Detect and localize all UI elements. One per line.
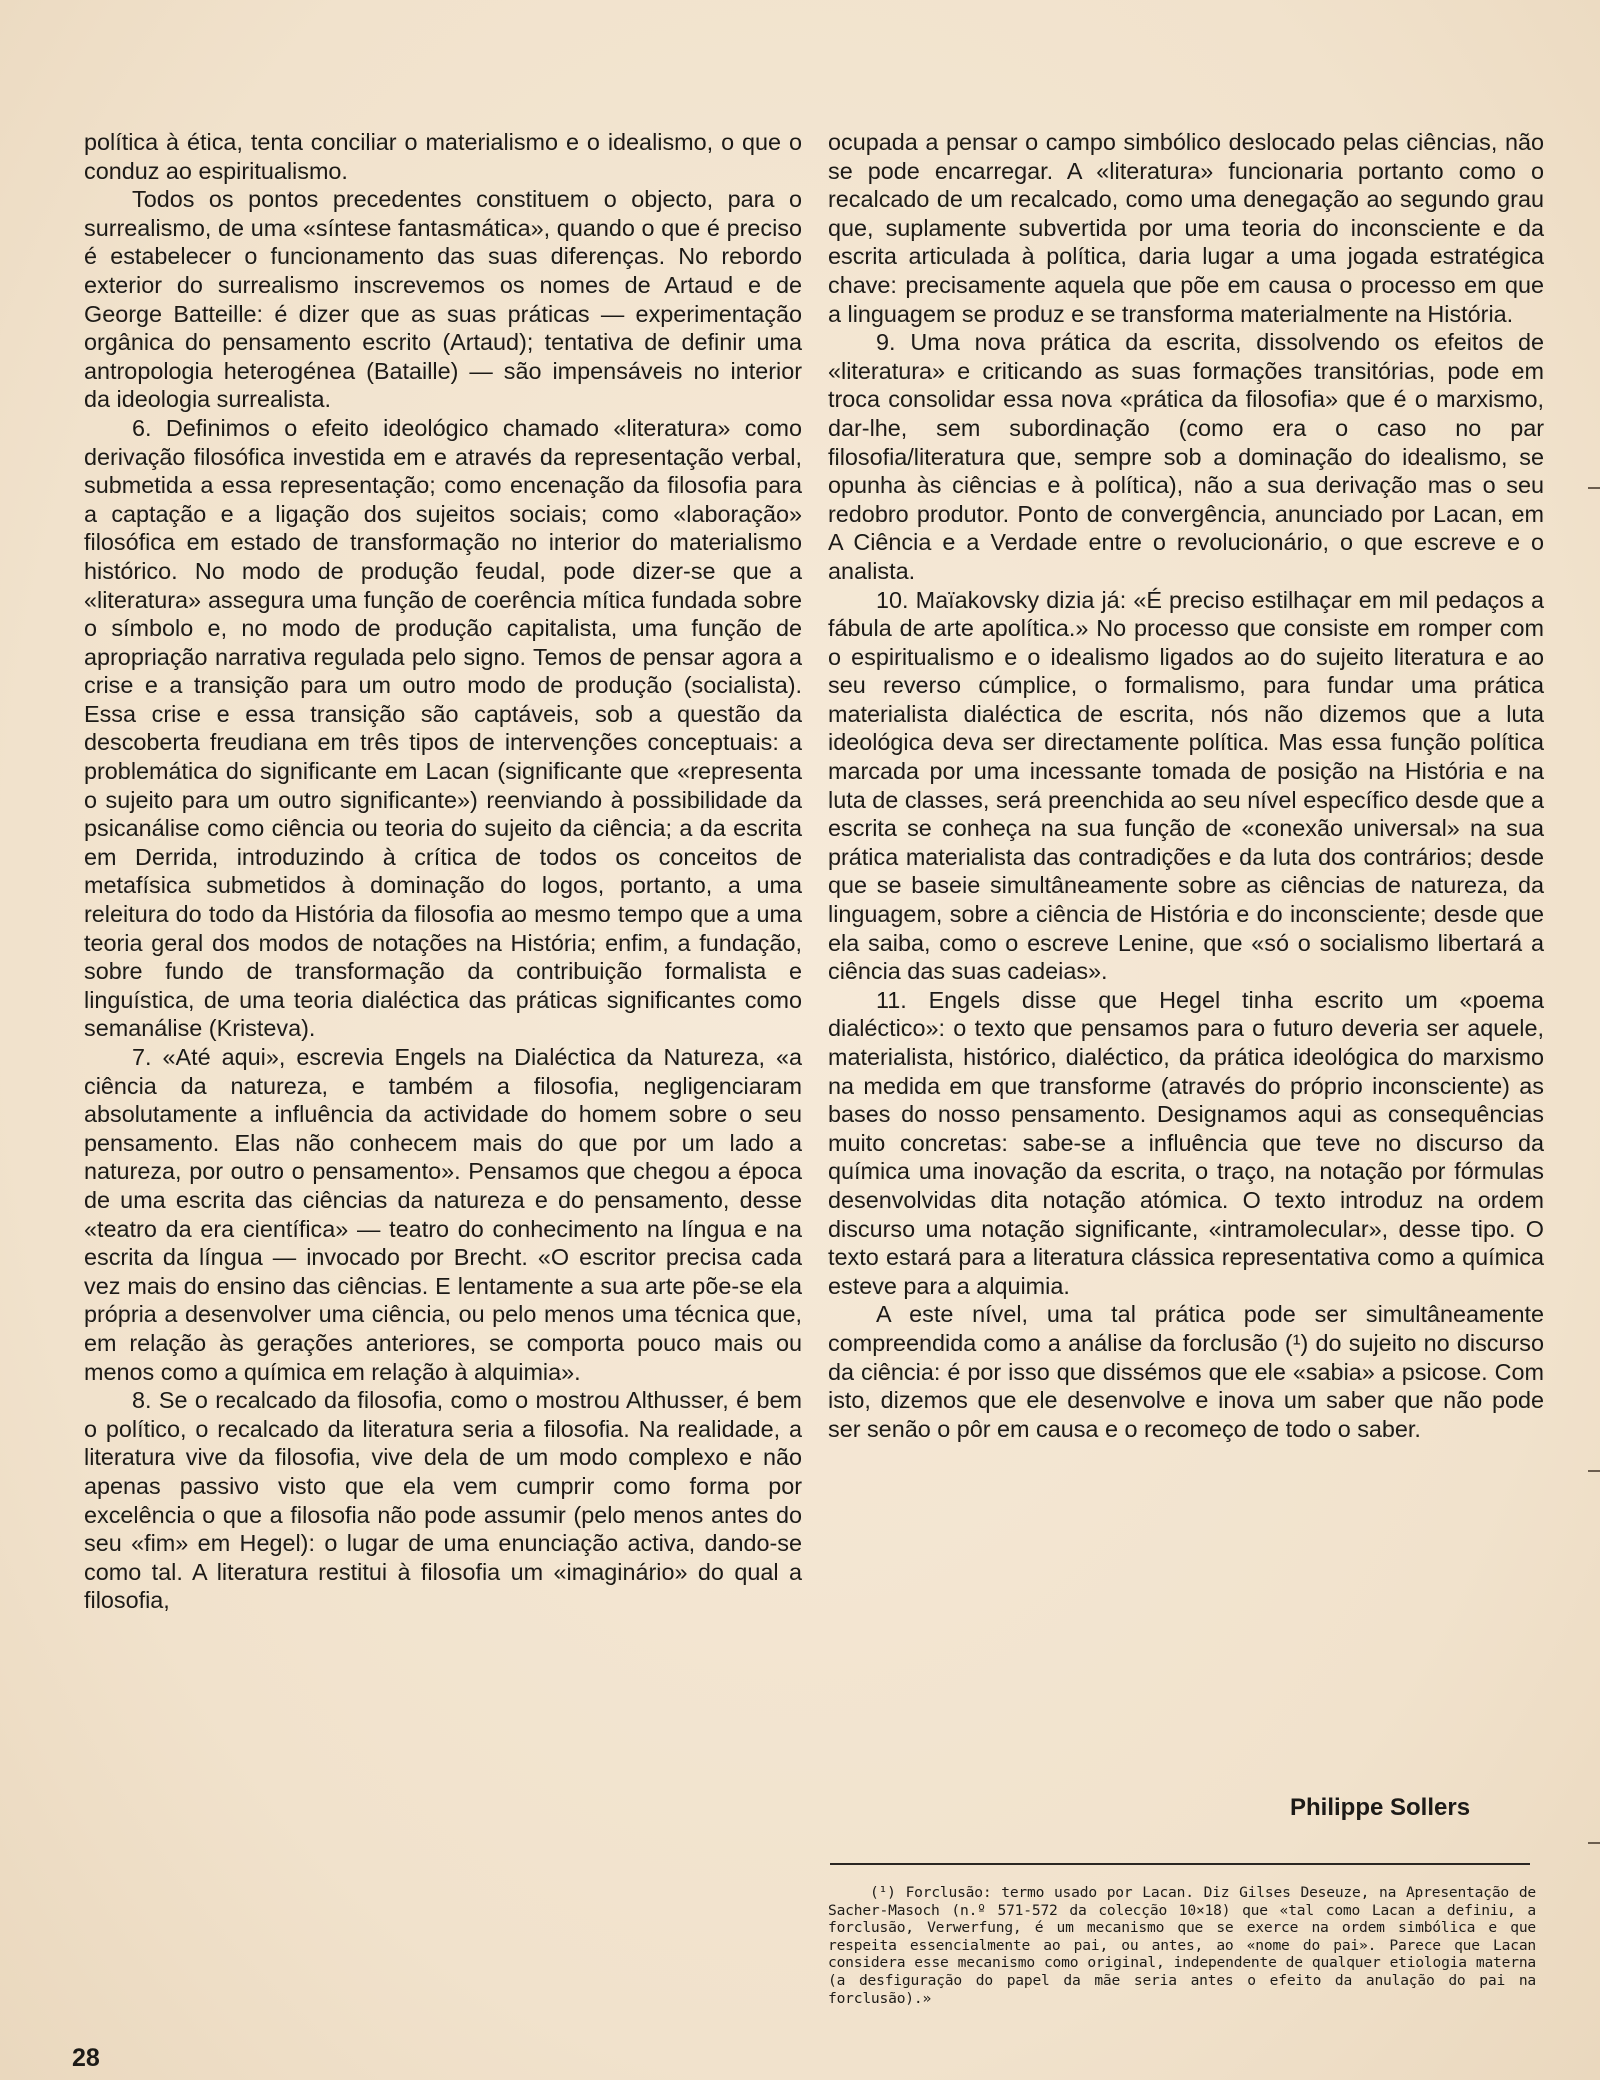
paragraph: A este nível, uma tal prática pode ser simultâneamente compreendida como a análise da forclusão (¹) do sujeito no discurso da ciência: é por isso que dissémos que ele «sabia» a psicose. Com isto, dizemos que ele desenvolve e inova um saber que não pode ser senão o pôr em causa e o recomeço de todo o saber.: [828, 1301, 1544, 1442]
margin-tick: [1588, 1842, 1600, 1844]
footnote-divider: [830, 1863, 1530, 1865]
paragraph-section-11: 11. Engels disse que Hegel tinha escrito um «poema dialéctico»: o texto que pensamos para o futuro deveria ser aquele, materialista, histórico, dialéctico, da prática ideológica do marxismo na medida em que transforme (através do próprio inconsciente) as bases do nosso pensamento. Designamos aqui as consequências muito concretas: sabe-se a influência que teve no discurso da química uma inovação da escrita, o traço, na notação por fórmulas desenvolvidas dita notação atómica. O texto introduz na ordem discurso uma notação significante, «intramolecular», desse tipo. O texto estará para a literatura clássica representativa como a química esteve para a alquimia.: [828, 986, 1544, 1299]
author-signature: Philippe Sollers: [1290, 1794, 1471, 1821]
margin-tick: [1588, 1470, 1600, 1472]
footnote: [828, 1884, 1536, 2007]
page-number: 28: [72, 2044, 100, 2072]
margin-tick: [1588, 487, 1600, 489]
paragraph-section-9: 9. Uma nova prática da escrita, dissolvendo os efeitos de «literatura» e criticando as suas formações transitórias, pode em troca consolidar essa nova «prática da filosofia» que é o marxismo, dar-lhe, sem subordinação (como era o caso no par filosofia/literatura que, sempre sob a dominação do idealismo, se opunha às ciências e à política), não a sua derivação mas o seu redobro produtor. Ponto de convergência, anunciado por Lacan, em A Ciência e a Verdade entre o revolucionário, o que escreve e o analista.: [828, 329, 1544, 584]
paragraph: ocupada a pensar o campo simbólico deslocado pelas ciências, não se pode encarregar. A «literatura» funcionaria portanto como o recalcado de um recalcado, como uma denegação ao segundo grau que, suplamente subvertida por uma teoria do inconsciente e da escrita articulada à política, daria lugar a uma jogada estratégica chave: precisamente aquela que põe em causa o processo em que a linguagem se produz e se transforma materialmente na História.: [828, 129, 1544, 327]
paragraph-section-10: 10. Maïakovsky dizia já: «É preciso estilhaçar em mil pedaços a fábula de arte apolítica.» No processo que consiste em romper com o espiritualismo e o idealismo ligados ao do sujeito literatura e ao seu reverso cúmplice, o formalismo, para fundar uma prática materialista dialéctica de escrita, nós não dizemos que a luta ideológica deva ser directamente política. Mas essa função política marcada por uma incessante tomada de posição na História e na luta de classes, será preenchida ao seu nível específico desde que a escrita se conheça na sua função de «conexão universal» na sua prática materialista das contradições e da luta dos contrários; desde que se baseie simultâneamente sobre as ciências de natureza, da linguagem, sobre a ciência de História e do inconsciente; desde que ela saiba, como o escreve Lenine, que «só o socialismo libertará a ciência das suas cadeias».: [828, 586, 1544, 985]
paragraph: política à ética, tenta conciliar o materialismo e o idealismo, o que o conduz ao espiritualismo.: [84, 129, 802, 184]
paragraph: Todos os pontos precedentes constituem o objecto, para o surrealismo, de uma «síntese fantasmática», quando o que é preciso é estabelecer o funcionamento das suas diferenças. No rebordo exterior do surrealismo inscrevemos os nomes de Artaud e de George Batteille: é dizer que as suas práticas — experimentação orgânica do pensamento escrito (Artaud); tentativa de definir uma antropologia heterogénea (Bataille) — são impensáveis no interior da ideologia surrealista.: [84, 186, 802, 413]
paragraph-section-7: 7. «Até aqui», escrevia Engels na Dialéctica da Natureza, «a ciência da natureza, e também a filosofia, negligenciaram absolutamente a influência da actividade do homem sobre o seu pensamento. Elas não conhecem mais do que por um lado a natureza, por outro o pensamento». Pensamos que chegou a época de uma escrita das ciências da natureza e do pensamento, desse «teatro da era científica» — teatro do conhecimento na língua e na escrita da língua — invocado por Brecht. «O escritor precisa cada vez mais do ensino das ciências. E lentamente a sua arte põe-se ela própria a desenvolver uma ciência, ou pelo menos uma técnica que, em relação às gerações anteriores, se comporta pouco mais ou menos como a química em relação à alquimia».: [84, 1044, 802, 1385]
paragraph-section-8: 8. Se o recalcado da filosofia, como o mostrou Althusser, é bem o político, o recalcado da literatura seria a filosofia. Na realidade, a literatura vive da filosofia, vive dela de um modo complexo e não apenas passivo visto que ela vem cumprir como forma por excelência o que a filosofia não pode assumir (pelo menos antes do seu «fim» em Hegel): o lugar de uma enunciação activa, dando-se como tal. A literatura restitui à filosofia um «imaginário» do qual a filosofia,: [84, 1387, 802, 1614]
footnote-text: (¹) Forclusão: termo usado por Lacan. Diz Gilses Deseuze, na Apresentação de Sacher-Masoch (n.º 571-572 da colecção 10×18) que «tal como Lacan a definiu, a forclusão, Verwerfung, é um mecanismo que se exerce na ordem simbólica e que respeita essencialmente ao pai, ou antes, ao «nome do pai». Parece que Lacan considera esse mecanismo como original, independente de qualquer etiologia materna (a desfiguração do papel da mãe seria antes o efeito da anulação do pai na forclusão).»: [828, 1884, 1536, 2007]
right-column: [828, 128, 1544, 1443]
left-column: [84, 128, 802, 1615]
paragraph-section-6: 6. Definimos o efeito ideológico chamado «literatura» como derivação filosófica investida em e através da representação verbal, submetida a essa representação; como encenação da filosofia para a captação e a ligação dos sujeitos sociais; como «laboração» filosófica em estado de transformação no interior do materialismo histórico. No modo de produção feudal, pode dizer-se que a «literatura» assegura uma função de coerência mítica fundada sobre o símbolo e, no modo de produção capitalista, uma função de apropriação narrativa regulada pelo signo. Temos de pensar agora a crise e a transição para um outro modo de produção (socialista). Essa crise e essa transição são captáveis, sob a questão da descoberta freudiana em três tipos de intervenções conceptuais: a problemática do significante em Lacan (significante que «representa o sujeito para um outro significante») reenviando à possibilidade da psicanálise como ciência ou teoria do sujeito da ciência; a da escrita em Derrida, introduzindo à crítica de todos os conceitos de metafísica submetidos à dominação do logos, portanto, a uma releitura do todo da História da filosofia ao mesmo tempo que a uma teoria geral dos modos de notações na História; enfim, a fundação, sobre fundo de transformação da contribuição formalista e linguística, de uma teoria dialéctica das práticas significantes como semanálise (Kristeva).: [84, 414, 802, 1042]
